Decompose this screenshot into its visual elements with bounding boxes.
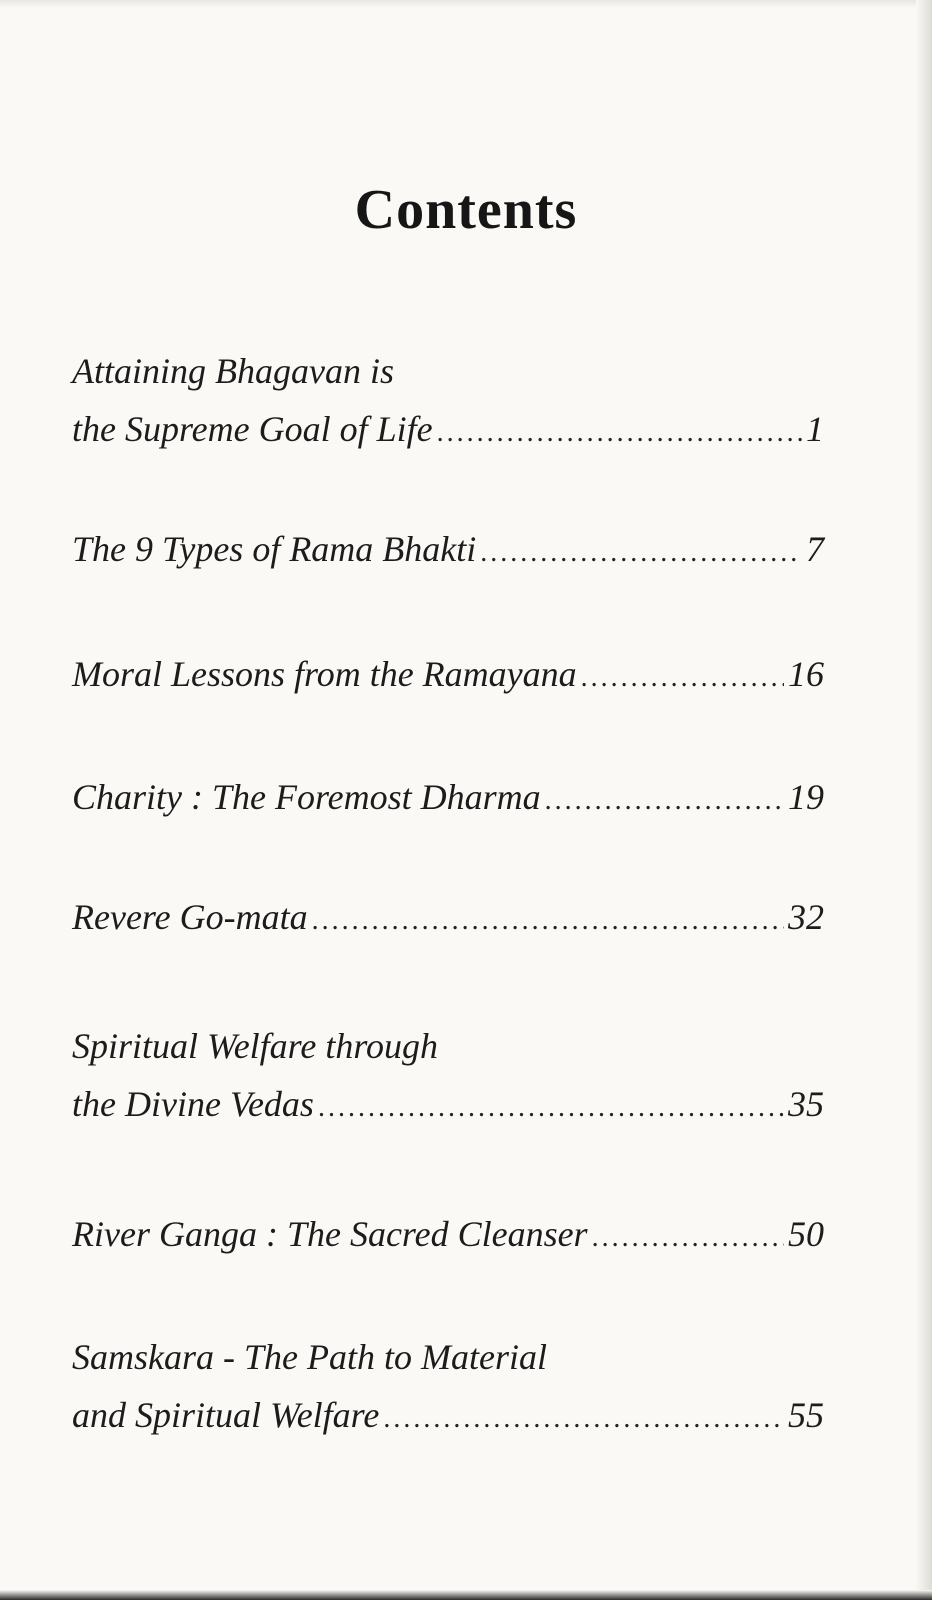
dot-leader [383, 1390, 784, 1448]
toc-entry-title: Charity : The Foremost Dharma [72, 777, 541, 817]
toc-entry-leader-row [72, 768, 824, 826]
toc-entry-leader-row [72, 888, 824, 946]
toc-page-number: 55 [788, 1395, 824, 1435]
toc-entry-title: Revere Go-mata [72, 897, 308, 937]
toc-entry-leader-row [72, 1386, 824, 1444]
dot-leader [581, 649, 784, 707]
dot-leader [437, 404, 802, 462]
toc-entry-title: The 9 Types of Rama Bhakti [72, 529, 477, 569]
toc-entry[interactable] [72, 888, 824, 946]
toc-page-number: 16 [788, 654, 824, 694]
toc-entry[interactable] [72, 768, 824, 826]
toc-page-number: 32 [788, 897, 824, 937]
toc-page-number: 7 [806, 529, 824, 569]
toc-entry-title: the Divine Vedas [72, 1084, 314, 1124]
toc-page-number: 35 [788, 1084, 824, 1124]
toc-entry[interactable] [72, 1017, 824, 1133]
toc-entry[interactable] [72, 520, 824, 578]
toc-entry[interactable] [72, 342, 824, 458]
dot-leader [318, 1079, 784, 1137]
toc-page-number: 1 [806, 409, 824, 449]
toc-page-number: 19 [788, 777, 824, 817]
page-bottom-edge [0, 1590, 932, 1600]
dot-leader [480, 524, 802, 582]
page-title: Contents [354, 179, 578, 241]
toc-entry[interactable] [72, 1328, 824, 1444]
toc-page-number: 50 [788, 1214, 824, 1254]
toc-entry[interactable] [72, 645, 824, 703]
toc-entry-leader-row [72, 520, 824, 578]
dot-leader [545, 772, 784, 830]
toc-entry-title: and Spiritual Welfare [72, 1395, 380, 1435]
toc-entry-title-line: Attaining Bhagavan is [72, 351, 394, 391]
toc-entry-title: Moral Lessons from the Ramayana [72, 654, 577, 694]
toc-entry-title-line: Samskara - The Path to Material [72, 1337, 547, 1377]
page-top-edge [0, 0, 932, 8]
toc-entry[interactable] [72, 1205, 824, 1263]
toc-entry-title: River Ganga : The Sacred Cleanser [72, 1214, 588, 1254]
toc-entry-leader-row [72, 400, 824, 458]
toc-entry-title: the Supreme Goal of Life [72, 409, 433, 449]
toc-entry-leader-row [72, 1075, 824, 1133]
dot-leader [592, 1209, 784, 1267]
toc-entry-title-line: Spiritual Welfare through [72, 1026, 439, 1066]
toc-entry-leader-row [72, 645, 824, 703]
toc-entry-leader-row [72, 1205, 824, 1263]
dot-leader [312, 892, 784, 950]
